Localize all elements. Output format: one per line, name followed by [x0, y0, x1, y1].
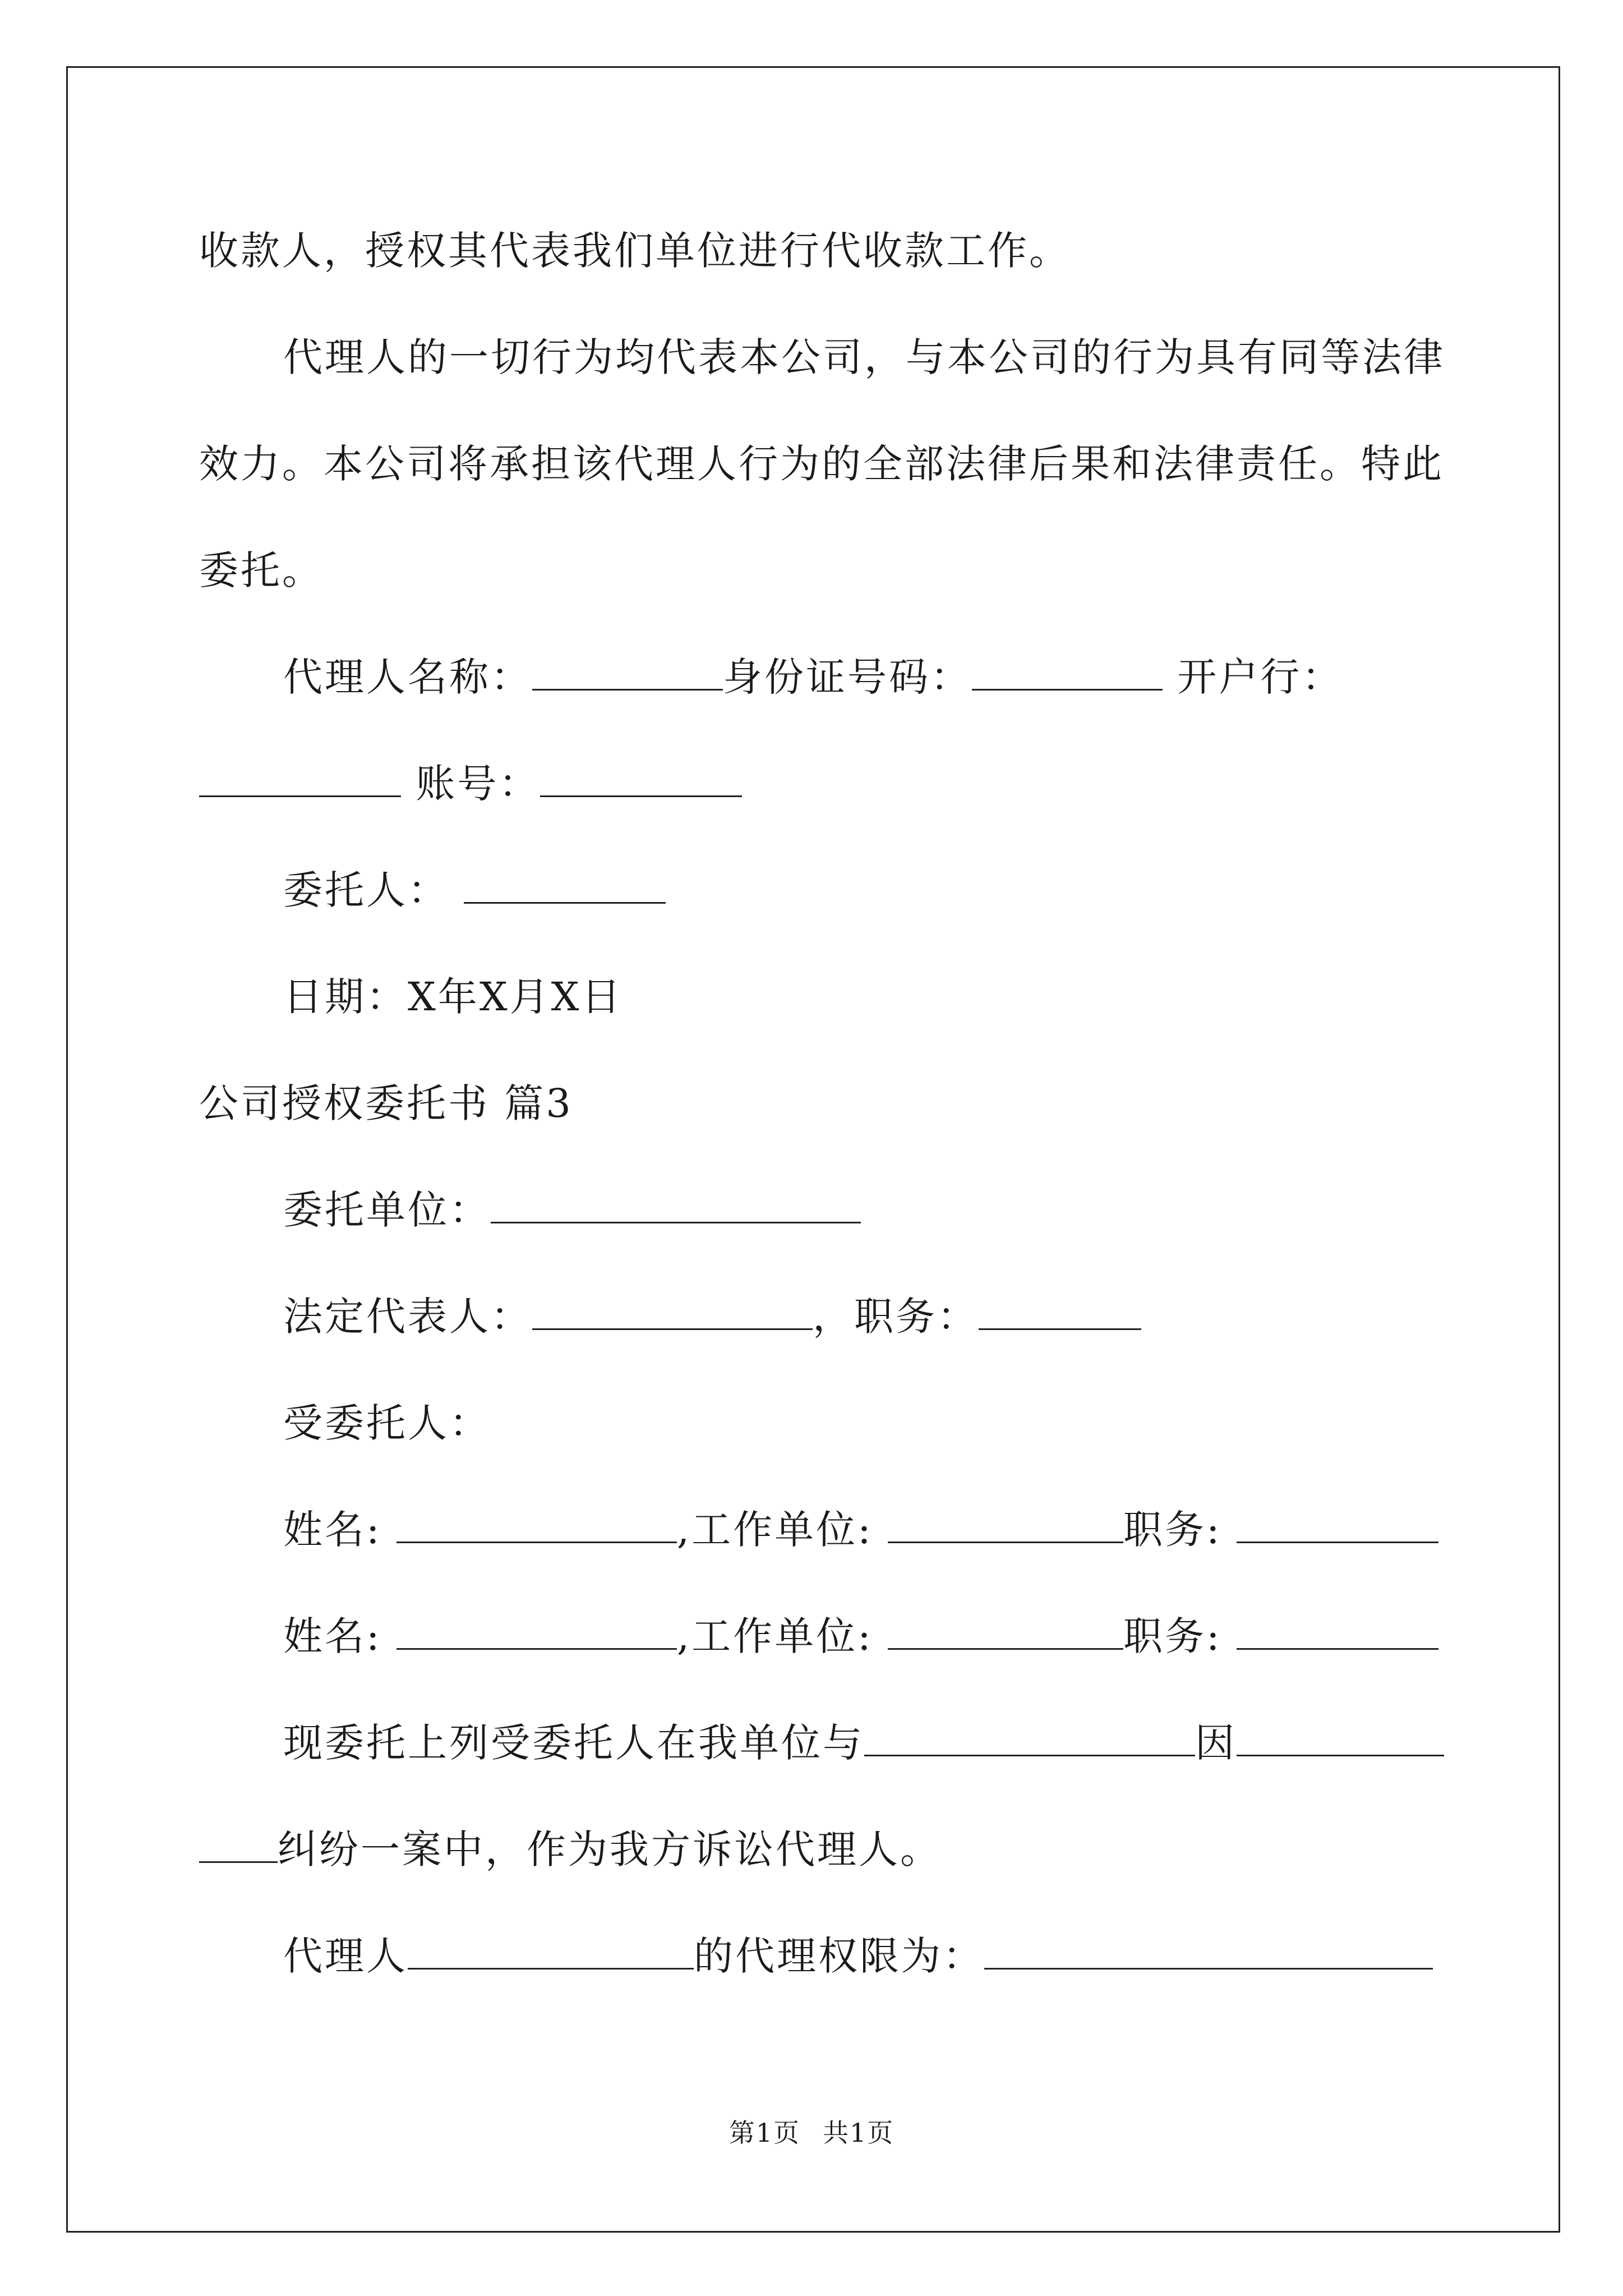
name-blank — [396, 1614, 677, 1650]
case-line: 现委托上列受委托人在我单位与 因 — [283, 1718, 1444, 1768]
entrusting-unit-blank — [491, 1188, 861, 1223]
section-heading: 公司授权委托书 篇3 — [199, 1080, 573, 1126]
trustee-line: 姓名: ,工作单位: 职务: — [283, 1504, 1438, 1555]
page-total: 共1页 — [823, 2118, 895, 2148]
principal-blank — [464, 868, 666, 904]
trustee-heading: 受委托人： — [283, 1400, 491, 1446]
account-blank — [540, 762, 742, 797]
cause-blank — [1237, 1721, 1444, 1756]
position-blank — [1237, 1508, 1438, 1543]
agent-authority-line: 代理人 的代理权限为： — [283, 1931, 1433, 1981]
position-blank — [979, 1295, 1141, 1330]
work-unit-blank — [888, 1614, 1123, 1650]
entrusting-unit-line: 委托单位： — [283, 1185, 861, 1235]
paragraph-line: 代理人的一切行为均代表本公司，与本公司的行为具有同等法律 — [283, 334, 1445, 380]
legal-rep-line: 法定代表人： ，职务： — [283, 1291, 1141, 1342]
principal-line: 委托人： — [283, 865, 666, 915]
name-blank — [396, 1508, 677, 1543]
cause-blank-continued — [199, 1828, 278, 1863]
page-footer — [0, 2116, 1623, 2150]
trustee-line: 姓名: ,工作单位: 职务: — [283, 1611, 1438, 1662]
agent-blank — [408, 1934, 694, 1970]
paragraph-line: 委托。 — [199, 547, 324, 593]
position-blank — [1237, 1614, 1438, 1650]
bank-blank — [199, 762, 401, 797]
paragraph-line: 收款人，授权其代表我们单位进行代收款工作。 — [199, 228, 1071, 274]
paragraph-line: 效力。本公司将承担该代理人行为的全部法律后果和法律责任。特此 — [199, 441, 1444, 487]
legal-rep-blank — [532, 1295, 813, 1330]
account-line: 账号： — [199, 758, 742, 809]
date-line: 日期：X年X月X日 — [283, 974, 623, 1020]
authority-blank — [984, 1934, 1433, 1970]
agent-info-line: 代理人名称： 身份证号码： 开户行： — [283, 654, 1344, 700]
page-number: 第1页 — [728, 2118, 800, 2148]
work-unit-blank — [888, 1508, 1123, 1543]
case-line: 纠纷一案中，作为我方诉讼代理人。 — [199, 1824, 942, 1875]
agent-name-blank — [532, 655, 723, 691]
party-blank — [864, 1721, 1195, 1756]
page-border — [66, 66, 1560, 2233]
id-number-blank — [972, 655, 1163, 691]
